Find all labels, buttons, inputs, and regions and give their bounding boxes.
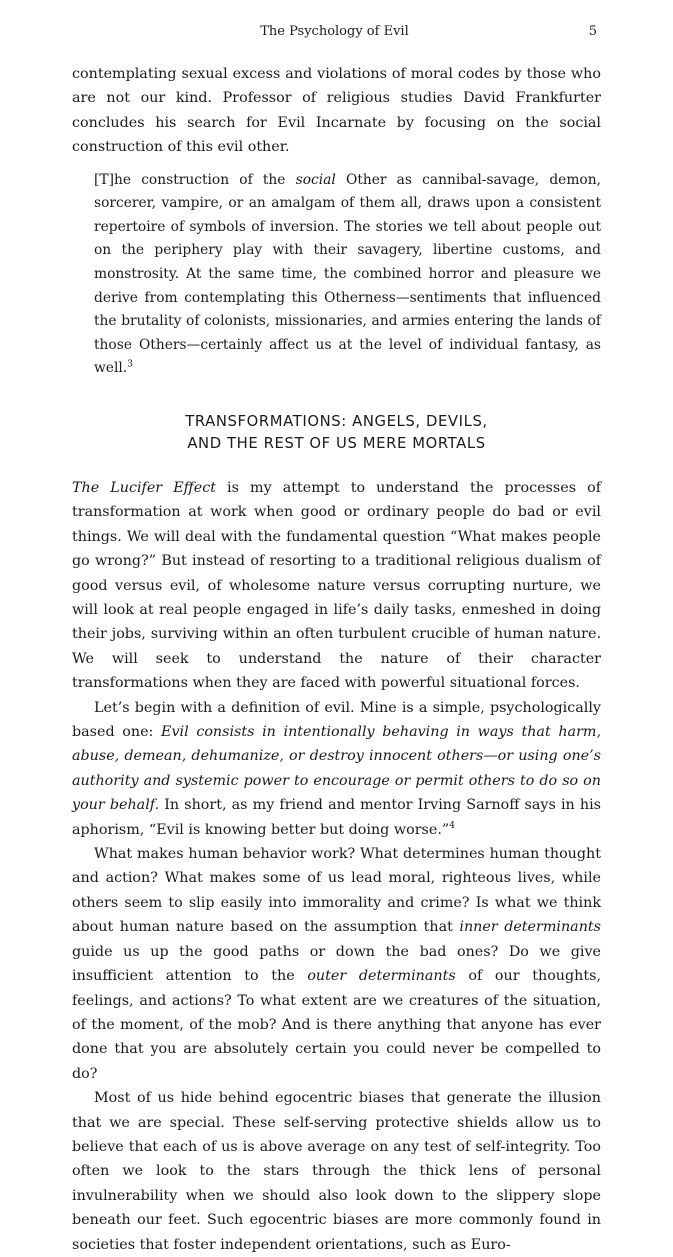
running-title: The Psychology of Evil [260,24,409,39]
paragraph [72,476,601,696]
section-heading-line-2: AND THE REST OF US MERE MORTALS [187,434,486,452]
quote-italic-word: social [295,171,336,188]
paragraph-text: What makes human behavior work? What determines human thought and action? What makes some of us lead moral, righteous lives, while others seem to slip easily into immorality and crime? Is what we think about human nature based on the assumption that [72,846,601,936]
section-heading-line-1: TRANSFORMATIONS: ANGELS, DEVILS, [185,412,488,430]
italic-term: inner determinants [459,919,601,936]
paragraph-text: guide us up the good paths or down the bad ones? Do we give insufficient attention to the [72,943,601,985]
paragraph: Most of us hide behind egocentric biases that generate the illusion that we are special. These self-serving protective shields allow us to believe that each of us is above average on any test of self-integrity. Too often we look to the stars through the thick lens of personal invulnerability when we should also look down to the slippery slope beneath our feet. Such egocentric biases are more commonly found in societies that foster independent orientations, such as Euro- [72,1090,601,1253]
page-body [72,62,601,1257]
paragraph-text: In short, as my friend and mentor Irving Sarnoff says in his aphorism, “Evil is knowing better but doing worse.” [72,797,601,838]
paragraph [72,696,601,842]
book-title-italic: The Lucifer Effect [72,479,216,496]
paragraph-text: Let’s begin with a definition of evil. Mine is a simple, psychologically based one: [72,699,601,741]
page-number: 5 [588,24,597,39]
quote-text: [T]he construction of the [94,171,296,188]
quote-text: Other as cannibal-savage, demon, sorcerer, vampire, or an amalgam of them all, draws upon a consistent repertoire of symbols of inversion. The stories we tell about people out on the periphery play with their savagery, libertine customs, and monstrosity. At the same time, the combined horror and pleasure we derive from contemplating this Otherness—sentiments that influenced the brutality of colonists, missionaries, and armies entering the lands of those Others—certainly affect us at the level of individual fantasy, as well. [94,171,601,377]
paragraph-text: of our thoughts, feelings, and actions? To what extent are we creatures of the situation, of the moment, of the mob? And is there anything that anyone has ever done that you are absolutely certain you could never be compelled to do? [72,968,601,1082]
evil-definition-italic: Evil consists in intentionally behaving in ways that harm, abuse, demean, dehumanize, or destroy innocent others—or using one’s authority and systemic power to encourage or permit others to do so on your behalf. [72,724,602,814]
paragraph-continuation: contemplating sexual excess and violations of moral codes by those who are not our kind. Professor of religious studies David Frankfurter concludes his search for Evil Incarnate by focusing on the social construction of this evil other. [72,66,601,156]
footnote-ref: 3 [127,359,133,370]
section-heading [72,411,601,455]
footnote-ref: 4 [449,820,455,831]
block-quote [94,169,601,381]
running-header [72,24,597,44]
italic-term: outer determinants [307,968,456,985]
paragraph [72,842,601,1086]
paragraph-text: is my attempt to understand the processes of transformation at work when good or ordinary people do bad or evil things. We will deal with the fundamental question “What makes people go wrong?” But instead of resorting to a traditional religious dualism of good versus evil, of wholesome nature versus corrupting nurture, we will look at real people engaged in life’s daily tasks, enmeshed in doing their jobs, surviving within an often turbulent crucible of human nature. We will seek to understand the nature of their character transformations when they are faced with powerful situational forces. [72,479,601,692]
